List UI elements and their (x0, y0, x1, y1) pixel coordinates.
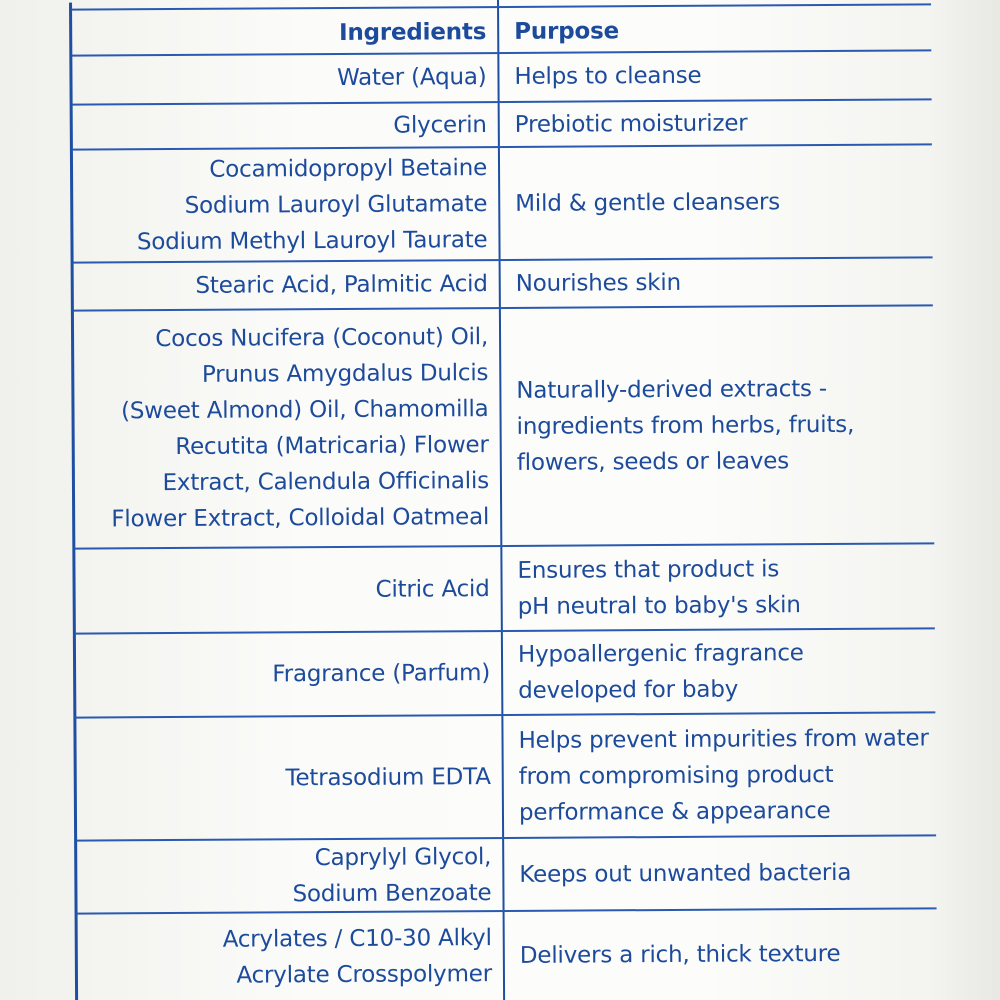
purpose-line: performance & appearance (518, 797, 831, 826)
purpose-cell (517, 545, 957, 630)
purpose-line: Keeps out unwanted bacteria (519, 859, 852, 888)
ingredient-cell (73, 103, 487, 150)
ingredient-line: Extract, Calendula Officinalis (162, 468, 490, 497)
purpose-cell (515, 100, 955, 147)
ingredient-line: Acrylate Crosspolymer (236, 961, 493, 989)
ingredient-line: (Sweet Almond) Oil, Chamomilla (120, 396, 489, 425)
ingredient-cell (74, 261, 488, 310)
purpose-cell (514, 51, 954, 100)
ingredient-line: Cocamidopropyl Betaine (209, 155, 488, 183)
purpose-line: developed for baby (518, 676, 739, 704)
ingredient-line: Sodium Benzoate (292, 880, 492, 908)
purpose-cell (518, 714, 959, 837)
purpose-line: pH neutral to baby's skin (517, 592, 801, 620)
purpose-cell (520, 915, 960, 994)
ingredients-header-label: Ingredients (338, 19, 487, 46)
ingredient-line: Prunus Amygdalus Dulcis (201, 360, 489, 388)
ingredient-line: Sodium Methyl Lauroyl Taurate (136, 227, 488, 256)
purpose-cell (516, 258, 956, 307)
purpose-line: Mild & gentle cleansers (515, 189, 781, 217)
purpose-line: Delivers a rich, thick texture (519, 940, 841, 969)
purpose-header (514, 7, 954, 54)
ingredient-line: Flower Extract, Colloidal Oatmeal (111, 504, 490, 533)
ingredient-cell (73, 149, 488, 262)
purpose-cell (518, 629, 958, 714)
ingredient-cell (77, 839, 491, 914)
purpose-cell (519, 836, 959, 911)
ingredient-cell (74, 309, 489, 548)
ingredient-line: Fragrance (Parfum) (272, 660, 491, 688)
purpose-line: flowers, seeds or leaves (516, 448, 790, 476)
purpose-line: Prebiotic moisturizer (514, 110, 748, 138)
purpose-cell (516, 306, 957, 545)
purpose-line: Helps prevent impurities from water (518, 725, 929, 754)
ingredient-line: Sodium Lauroyl Glutamate (184, 191, 488, 219)
ingredients-header (72, 10, 486, 57)
ingredient-line: Glycerin (393, 112, 487, 139)
purpose-cell (515, 146, 956, 259)
bottle-edge-shading (930, 0, 1000, 1000)
ingredient-line: Stearic Acid, Palmitic Acid (195, 271, 488, 299)
ingredient-line: Tetrasodium EDTA (285, 764, 491, 792)
ingredient-line: Water (Aqua) (336, 64, 487, 91)
ingredient-cell (78, 918, 492, 997)
ingredient-cell (76, 632, 490, 717)
ingredient-line: Cocos Nucifera (Coconut) Oil, (155, 324, 489, 353)
purpose-line: ingredients from herbs, fruits, (516, 411, 855, 440)
ingredient-line: Caprylyl Glycol, (314, 844, 492, 872)
ingredient-line: Acrylates / C10-30 Alkyl (222, 925, 492, 953)
ingredient-line: Recutita (Matricaria) Flower (175, 432, 489, 460)
purpose-line: from compromising product (518, 761, 834, 790)
purpose-line: Helps to cleanse (514, 62, 702, 90)
column-divider (497, 0, 505, 1000)
purpose-line: Hypoallergenic fragrance (517, 640, 804, 668)
purpose-line: Nourishes skin (515, 269, 681, 297)
ingredient-line: Citric Acid (375, 576, 490, 603)
ingredient-cell (76, 717, 491, 840)
purpose-line: Ensures that product is (517, 556, 780, 584)
ingredient-cell (72, 54, 486, 103)
ingredient-cell (75, 548, 489, 633)
purpose-line: Naturally-derived extracts - (516, 376, 828, 404)
purpose-header-label: Purpose (514, 18, 620, 45)
